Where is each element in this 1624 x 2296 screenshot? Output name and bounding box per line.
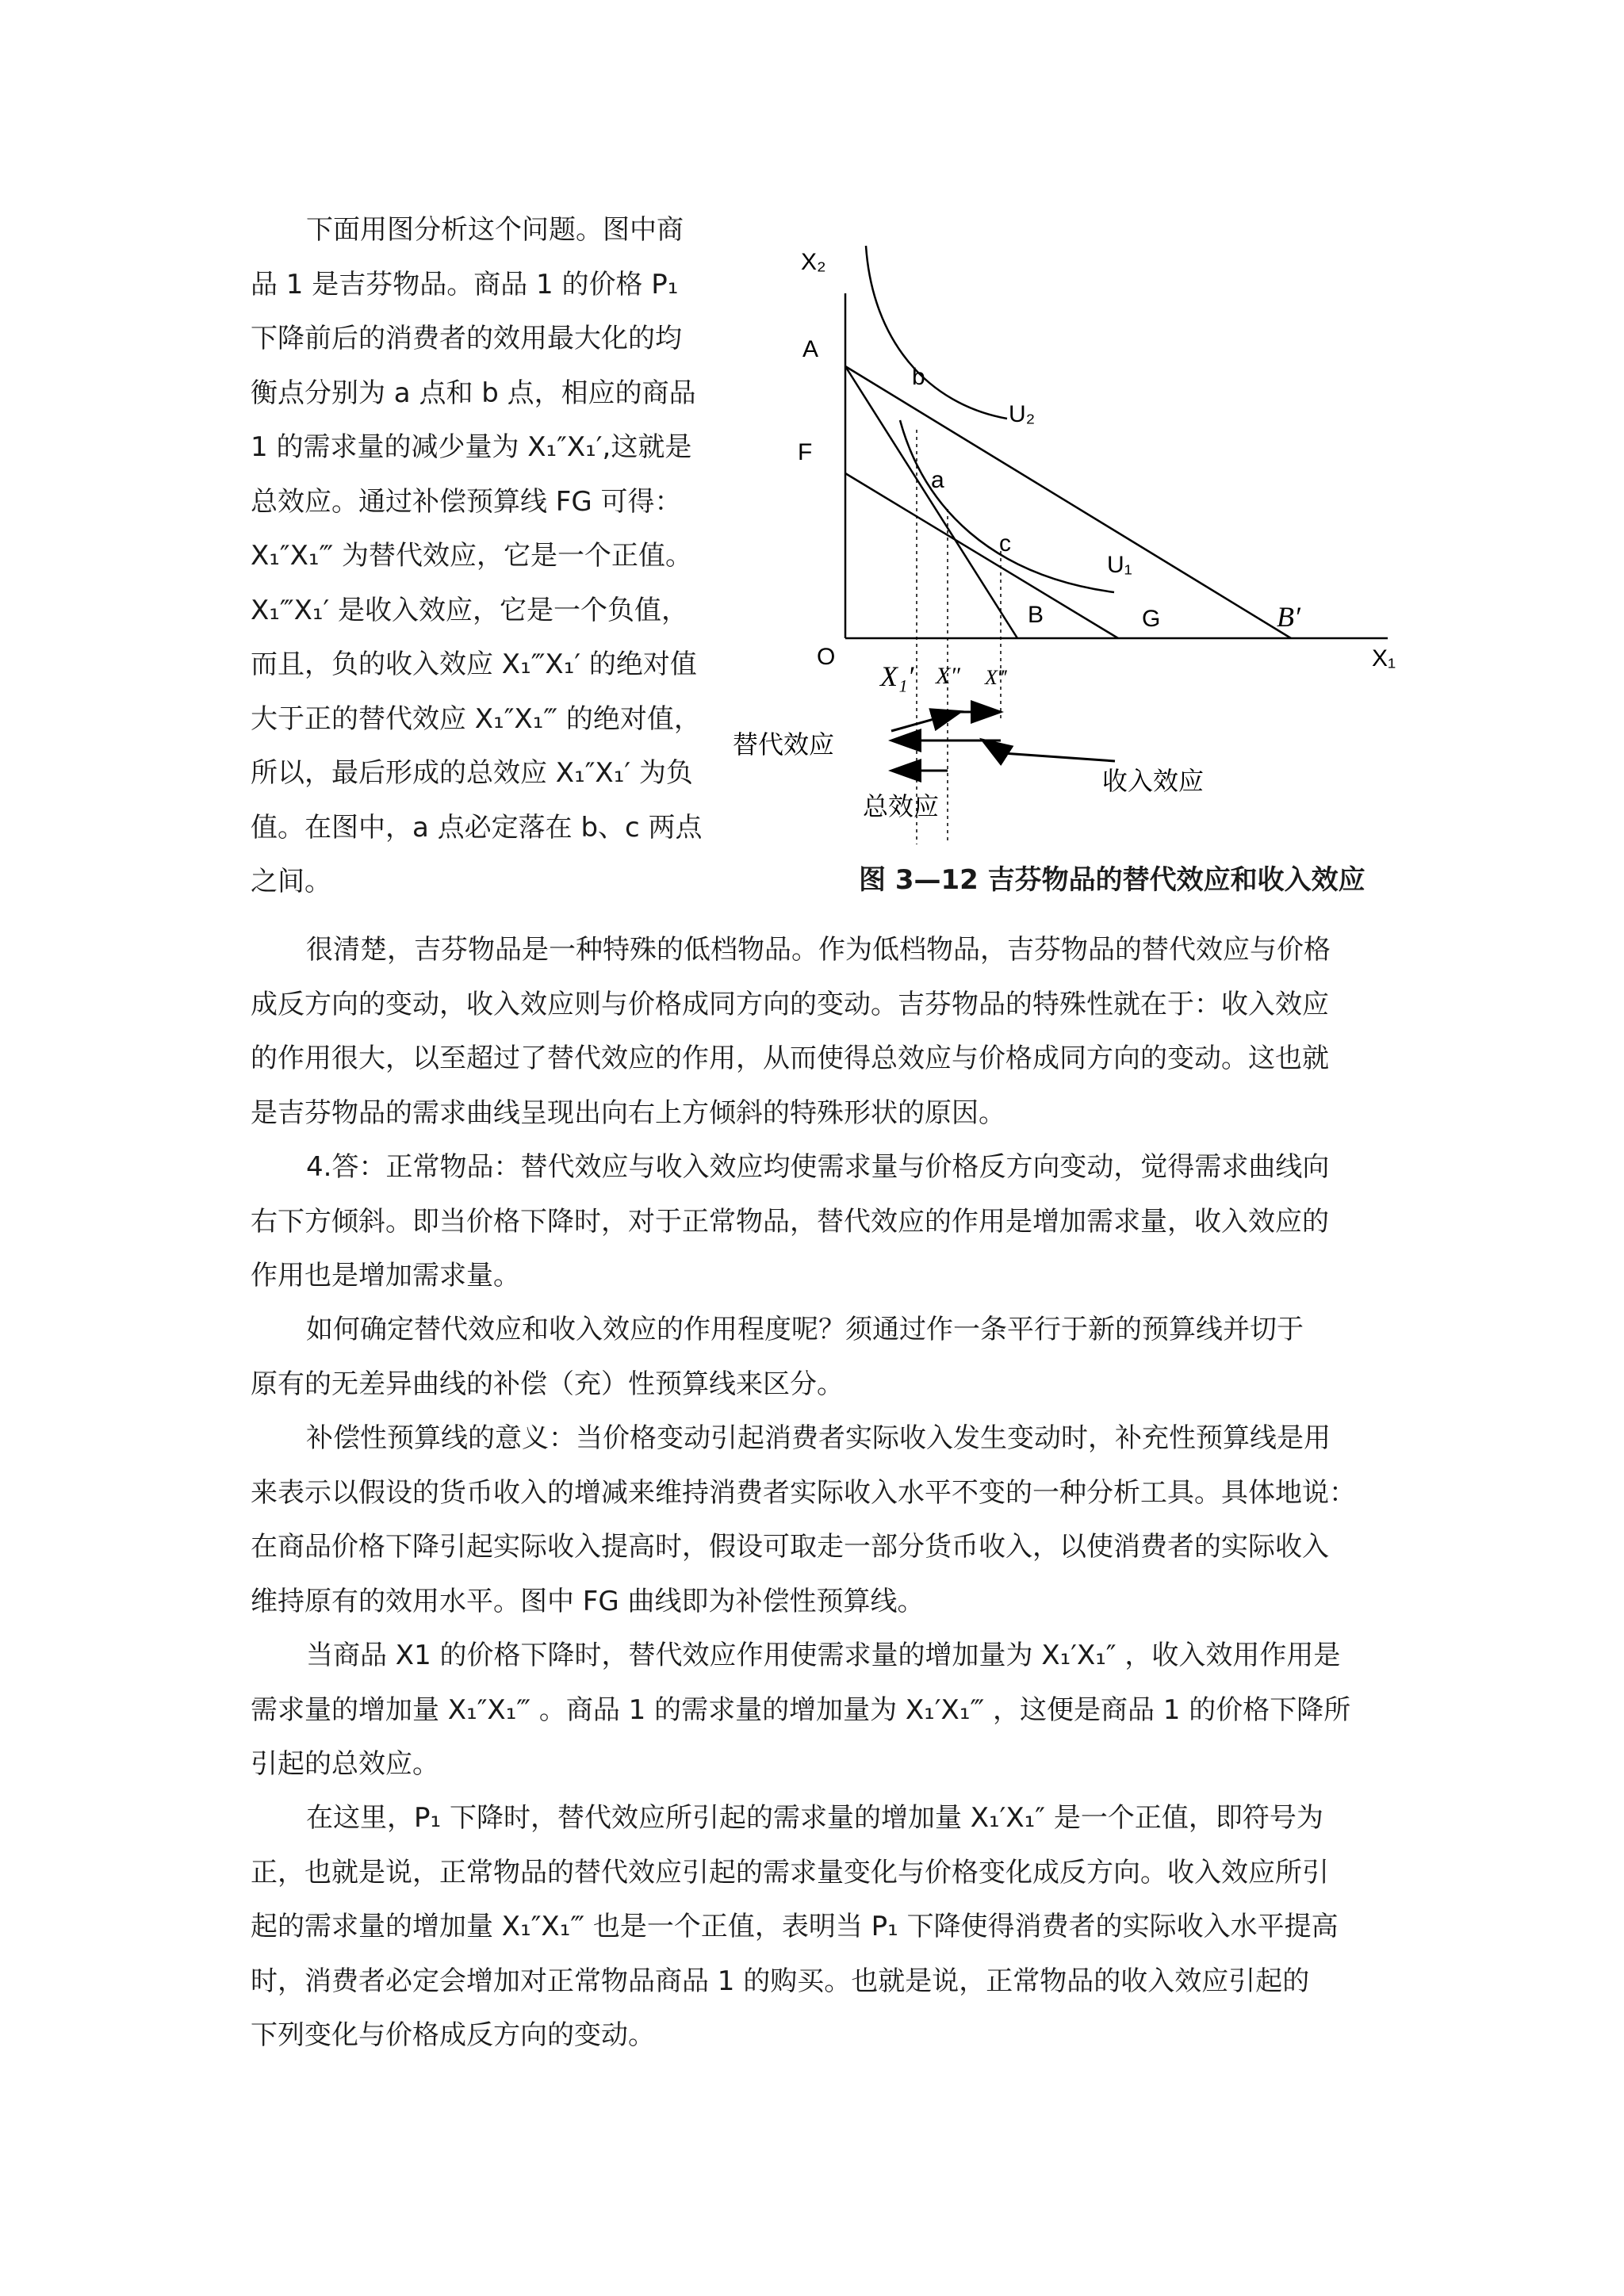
income-pointer xyxy=(983,740,1115,761)
paragraph-2 xyxy=(251,1140,1392,1303)
point-c: c xyxy=(999,530,1011,557)
text-line: 补偿性预算线的意义：当价格变动引起消费者实际收入发生变动时，补充性预算线是用 xyxy=(306,1422,1331,1454)
text-line: 4.答：正常物品：替代效应与收入效应均使需求量与价格反方向变动，觉得需求曲线向 xyxy=(306,1151,1330,1183)
point-B-prime: B′ xyxy=(1277,601,1300,633)
tick-x1-prime: X₁′ xyxy=(880,660,914,692)
paragraph-1 xyxy=(251,923,1392,1140)
total-effect-label: 总效应 xyxy=(863,792,940,821)
compensating-budget-line-FG xyxy=(845,473,1118,638)
text-line: 衡点分别为 a 点和 b 点，相应的商品 xyxy=(251,377,696,409)
paragraph-6 xyxy=(251,1791,1392,2063)
text-line: X₁″X₁‴ 为替代效应，它是一个正值。 xyxy=(251,540,693,572)
substitution-effect-label: 替代效应 xyxy=(733,730,835,759)
text-line: 如何确定替代效应和收入效应的作用程度呢？须通过作一条平行于新的预算线并切于 xyxy=(306,1314,1304,1345)
point-B: B xyxy=(1028,602,1044,628)
paragraph-5 xyxy=(251,1628,1392,1792)
figure-caption: 图 3—12 吉芬物品的替代效应和收入效应 xyxy=(859,864,1365,896)
origin-label: O xyxy=(817,644,836,670)
point-a: a xyxy=(931,467,944,493)
budget-line-AB-prime xyxy=(845,366,1291,638)
point-G: G xyxy=(1142,606,1161,632)
axis-y-label: X₂ xyxy=(801,249,826,275)
text-line: 而且，负的收入效应 X₁‴X₁′ 的绝对值 xyxy=(251,649,697,680)
text-line: 右下方倾斜。即当价格下降时，对于正常物品，替代效应的作用是增加需求量，收入效应的 xyxy=(251,1205,1329,1238)
text-line: 在这里，P₁ 下降时，替代效应所引起的需求量的增加量 X₁′X₁″ 是一个正值，即符号为 xyxy=(306,1802,1323,1834)
text-line: 在商品价格下降引起实际收入提高时，假设可取走一部分货币收入，以使消费者的实际收入 xyxy=(251,1531,1329,1563)
substitution-pointer xyxy=(891,712,959,731)
text-line: 起的需求量的增加量 X₁″X₁‴ 也是一个正值，表明当 P₁ 下降使得消费者的实际收入水平提高 xyxy=(251,1911,1339,1942)
left-column-text xyxy=(251,203,718,909)
text-line: 时，消费者必定会增加对正常物品商品 1 的购买。也就是说，正常物品的收入效应引起的 xyxy=(251,1965,1310,1997)
text-line: 下降前后的消费者的效用最大化的均 xyxy=(251,323,682,354)
text-line: 当商品 X1 的价格下降时，替代效应作用使需求量的增加量为 X₁′X₁″ ，收入效用作用是 xyxy=(306,1640,1341,1671)
point-F: F xyxy=(798,439,813,465)
text-line: X₁‴X₁′ 是收入效应，它是一个负值， xyxy=(251,594,689,626)
indifference-curve-U1 xyxy=(900,420,1114,592)
text-line: 原有的无差异曲线的补偿（充）性预算线来区分。 xyxy=(251,1368,844,1400)
text-line: 来表示以假设的货币收入的增减来维持消费者实际收入水平不变的一种分析工具。具体地说： xyxy=(251,1476,1356,1509)
text-line: 总效应。通过补偿预算线 FG 可得： xyxy=(251,485,682,518)
curve-label-U1: U₁ xyxy=(1107,552,1132,578)
text-line: 很清楚，吉芬物品是一种特殊的低档物品。作为低档物品，吉芬物品的替代效应与价格 xyxy=(306,934,1331,966)
text-line: 下面用图分析这个问题。图中商 xyxy=(306,214,684,246)
text-line: 所以，最后形成的总效应 X₁″X₁′ 为负 xyxy=(251,757,693,789)
giffen-effect-diagram xyxy=(733,246,1419,896)
text-line: 成反方向的变动，收入效应则与价格成同方向的变动。吉芬物品的特殊性就在于：收入效应 xyxy=(251,988,1329,1020)
income-effect-label: 收入效应 xyxy=(1102,767,1205,795)
tick-x-double: X″ xyxy=(936,663,960,689)
text-line: 是吉芬物品的需求曲线呈现出向右上方倾斜的特殊形状的原因。 xyxy=(251,1096,1005,1129)
text-line: 的作用很大，以至超过了替代效应的作用，从而使得总效应与价格成同方向的变动。这也就 xyxy=(251,1043,1329,1074)
paragraph-4 xyxy=(251,1411,1392,1628)
text-line: 1 的需求量的减少量为 X₁″X₁′,这就是 xyxy=(251,431,692,463)
text-line: 下列变化与价格成反方向的变动。 xyxy=(251,2019,655,2051)
tick-x-triple: X‴ xyxy=(985,666,1006,689)
text-line: 品 1 是吉芬物品。商品 1 的价格 P₁ xyxy=(251,268,679,300)
budget-line-AB xyxy=(845,366,1017,638)
curve-label-U2: U₂ xyxy=(1009,401,1036,427)
text-line: 需求量的增加量 X₁″X₁‴ 。商品 1 的需求量的增加量为 X₁′X₁‴ ，这便是商品 1 的价格下降所 xyxy=(251,1693,1351,1726)
text-line: 引起的总效应。 xyxy=(251,1748,439,1780)
point-A: A xyxy=(802,336,819,362)
text-line: 值。在图中，a 点必定落在 b、c 两点 xyxy=(251,811,703,844)
point-b: b xyxy=(912,364,925,390)
paragraph-3 xyxy=(251,1303,1392,1411)
text-line: 作用也是增加需求量。 xyxy=(251,1260,520,1292)
text-line: 正，也就是说，正常物品的替代效应引起的需求量变化与价格变化成反方向。收入效应所引 xyxy=(251,1856,1329,1888)
text-line: 大于正的替代效应 X₁″X₁‴ 的绝对值， xyxy=(251,702,701,735)
text-line: 之间。 xyxy=(251,866,331,897)
text-line: 维持原有的效用水平。图中 FG 曲线即为补偿性预算线。 xyxy=(251,1585,925,1617)
axis-x-label: X₁ xyxy=(1372,645,1396,672)
